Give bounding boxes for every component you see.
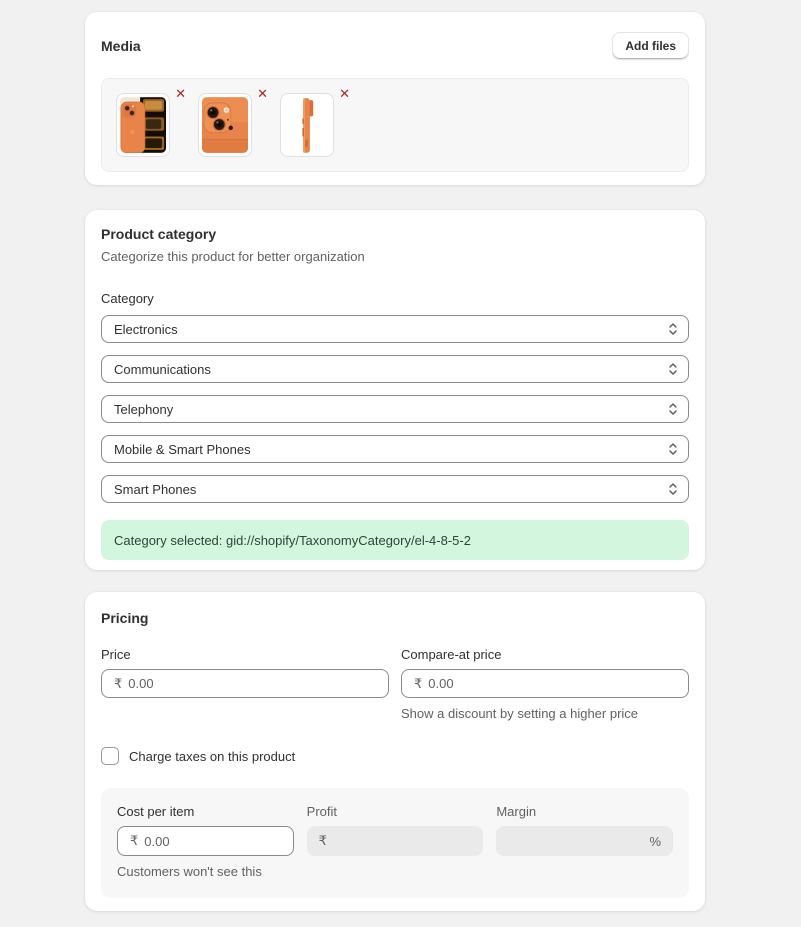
cost-columns	[117, 804, 673, 880]
category-field-label: Category	[101, 291, 154, 306]
compare-at-help-text: Show a discount by setting a higher price	[401, 706, 639, 721]
price-field-group	[101, 647, 389, 722]
margin-label: Margin	[496, 804, 537, 819]
category-select-level-5[interactable]	[101, 475, 689, 503]
cost-per-item-label: Cost per item	[117, 804, 195, 819]
margin-group	[496, 804, 673, 880]
category-select-level-3[interactable]	[101, 395, 689, 423]
charge-taxes-label: Charge taxes on this product	[129, 748, 296, 764]
updown-caret-icon	[668, 481, 678, 497]
compare-at-label: Compare-at price	[401, 647, 502, 662]
profit-input-disabled	[307, 826, 484, 856]
remove-media-1-button[interactable]	[175, 87, 186, 101]
product-form	[85, 0, 705, 911]
price-label: Price	[101, 647, 131, 662]
profit-label: Profit	[306, 804, 338, 819]
updown-caret-icon	[668, 441, 678, 457]
compare-at-input-wrapper	[401, 669, 689, 698]
charge-taxes-row[interactable]	[101, 747, 689, 765]
updown-caret-icon	[668, 401, 678, 417]
rupee-prefix: ₹	[130, 833, 139, 848]
product-category-subtitle: Categorize this product for better organization	[101, 249, 365, 264]
compare-at-field-group	[401, 647, 689, 722]
product-category-card	[85, 210, 705, 570]
category-select-level-2[interactable]	[101, 355, 689, 383]
orange-iphone-camera-closeup-image	[202, 97, 248, 153]
x-icon: ✕	[175, 86, 186, 101]
category-selected-banner	[101, 520, 689, 560]
x-icon: ✕	[257, 86, 268, 101]
price-input-wrapper	[101, 669, 389, 698]
cost-per-item-group	[117, 804, 294, 880]
add-files-button[interactable]: Add files	[612, 32, 689, 60]
rupee-prefix: ₹	[114, 675, 123, 691]
media-dropzone[interactable]	[101, 78, 689, 172]
compare-at-input[interactable]	[428, 676, 676, 691]
category-select-level-1[interactable]	[101, 315, 689, 343]
selected-value: Smart Phones	[114, 481, 197, 497]
price-row	[101, 647, 689, 722]
media-thumbnail-1[interactable]	[116, 86, 186, 157]
margin-input-disabled	[496, 826, 673, 856]
percent-suffix: %	[649, 833, 662, 849]
remove-media-2-button[interactable]	[257, 87, 268, 101]
orange-iphone-side-profile-image	[284, 97, 330, 153]
pricing-title: Pricing	[101, 610, 149, 626]
media-title: Media	[101, 37, 141, 54]
charge-taxes-checkbox[interactable]	[101, 747, 119, 765]
remove-media-3-button[interactable]	[339, 87, 350, 101]
updown-caret-icon	[668, 321, 678, 337]
media-card	[85, 12, 705, 185]
media-header	[101, 32, 689, 60]
rupee-prefix: ₹	[414, 675, 423, 691]
cost-input-wrapper	[117, 826, 294, 856]
category-selected-message: Category selected: gid://shopify/TaxonomyCategory/el-4-8-5-2	[114, 532, 471, 548]
product-category-title: Product category	[101, 226, 217, 242]
profit-group	[307, 804, 484, 880]
x-icon: ✕	[339, 86, 350, 101]
price-input[interactable]	[128, 676, 376, 691]
selected-value: Telephony	[114, 401, 174, 417]
media-thumbnail-2[interactable]	[198, 86, 268, 157]
updown-caret-icon	[668, 361, 678, 377]
selected-value: Mobile & Smart Phones	[114, 441, 251, 457]
cost-per-item-input[interactable]	[144, 834, 280, 849]
media-thumbnail-3[interactable]	[280, 86, 350, 157]
rupee-prefix: ₹	[318, 833, 327, 848]
cost-help-text: Customers won't see this	[117, 864, 262, 879]
selected-value: Communications	[114, 361, 211, 377]
selected-value: Electronics	[114, 321, 178, 337]
category-select-level-4[interactable]	[101, 435, 689, 463]
cost-box	[101, 788, 689, 898]
pricing-card	[85, 592, 705, 911]
orange-iphone-back-dark-bg-image	[120, 97, 166, 153]
